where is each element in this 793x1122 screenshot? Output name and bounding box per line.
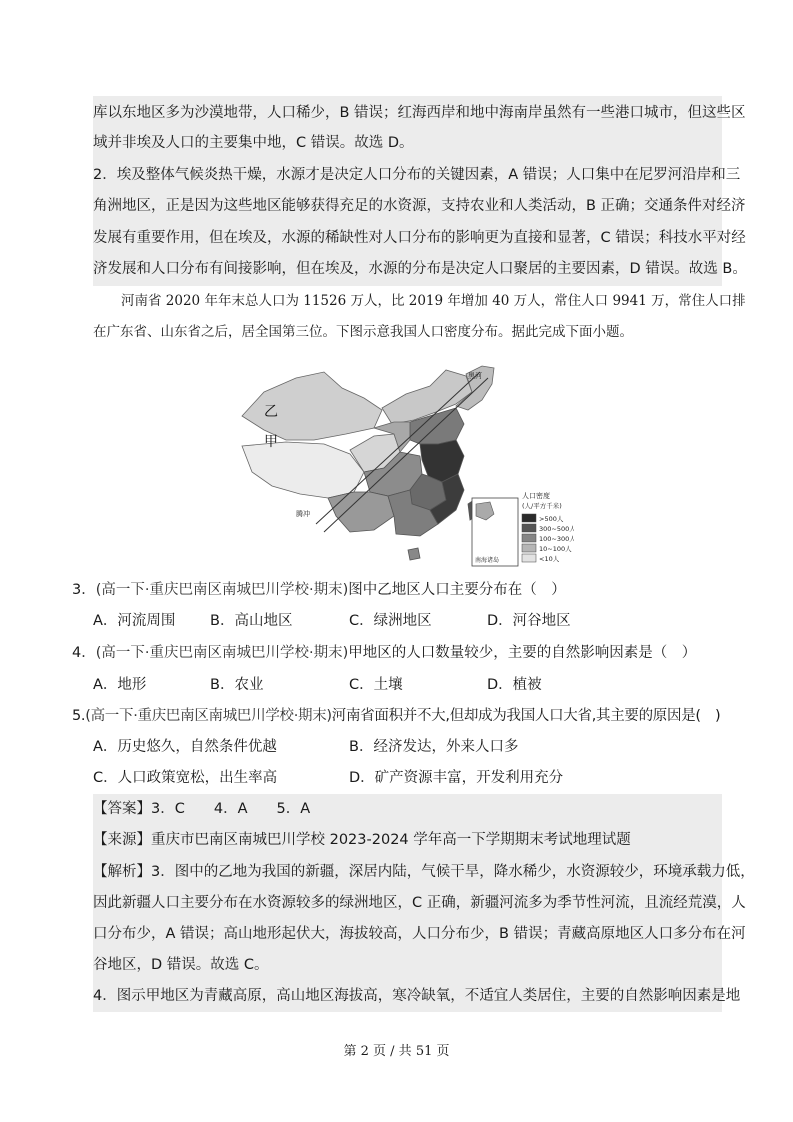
option-c[interactable]: C．土壤 (349, 677, 403, 693)
legend-title-2: (人/平方千米) (522, 502, 562, 510)
option-c[interactable]: C．绿洲地区 (349, 613, 432, 629)
legend-swatch (522, 514, 536, 522)
legend-swatch (522, 554, 536, 562)
region-xinjiang (242, 372, 382, 440)
intro-line: 河南省 2020 年年末总人口为 11526 万人，比 2019 年增加 40 万人，常住人口 9941 万，常住人口排 (121, 293, 746, 309)
legend-swatch (522, 544, 536, 552)
solution-line: 角洲地区，正是因为这些地区能够获得充足的水资源，支持农业和人类活动，B 正确；交通条件对经济 (93, 198, 746, 214)
solution-line: 2．埃及整体气候炎热干燥，水源才是决定人口分布的关键因素，A 错误；人口集中在尼罗河沿岸和三 (93, 167, 741, 183)
analysis-label: 【解析】 (93, 864, 151, 880)
label-heihe: 黑河 (468, 372, 482, 380)
legend-swatch (522, 534, 536, 542)
analysis-line (93, 862, 755, 882)
option-d[interactable]: D．河谷地区 (487, 613, 571, 629)
region-tibet (242, 442, 364, 498)
solution-line: 域并非埃及人口的主要集中地，C 错误。故选 D。 (93, 135, 414, 151)
question-text: 甲地区的人口数量较少，主要的自然影响因素是（ ） (348, 645, 697, 661)
china-map-svg (224, 364, 574, 572)
analysis-line: 谷地区，D 错误。故选 C。 (93, 957, 269, 973)
question-number: 5. (72, 708, 86, 724)
solution-block-top (93, 96, 722, 286)
analysis-line: 因此新疆人口主要分布在水资源较多的绿洲地区，C 正确，新疆河流多为季节性河流，且流经荒漠，人 (93, 895, 746, 911)
question-text: 河南省面积并不大,但却成为我国人口大省,其主要的原因是( ) (331, 708, 721, 724)
legend-label: <10人 (539, 555, 560, 563)
analysis-text: 3．图中的乙地为我国的新疆，深居内陆，气候干旱，降水稀少，水资源较少，环境承载力低， (151, 864, 755, 880)
question-5 (72, 706, 720, 726)
option-a[interactable]: A．河流周围 (93, 613, 176, 629)
legend-swatch (522, 524, 536, 532)
intro-line: 在广东省、山东省之后，居全国第三位。下图示意我国人口密度分布。据此完成下面小题。 (93, 324, 633, 340)
source-text: 重庆市巴南区南城巴川学校 2023-2024 学年高一下学期期末考试地理试题 (151, 832, 631, 848)
option-d[interactable]: D．植被 (487, 677, 542, 693)
region-southwest (328, 492, 394, 532)
option-b[interactable]: B．农业 (210, 677, 264, 693)
source-line (93, 830, 631, 850)
question-text: 图中乙地区人口主要分布在（ ） (348, 582, 566, 598)
option-b[interactable]: B．经济发达，外来人口多 (349, 739, 519, 755)
label-tengchong: 腾冲 (296, 510, 310, 518)
solution-line: 发展有重要作用，但在埃及，水源的稀缺性对人口分布的影响更为直接和显著，C 错误；科技水平对经 (93, 230, 746, 246)
legend-label: 10~100人 (539, 545, 572, 553)
question-3 (72, 580, 566, 600)
answer-label: 【答案】 (93, 801, 151, 817)
legend-label: >500人 (539, 515, 564, 523)
population-density-map (224, 364, 574, 572)
question-source: (高一下·重庆巴南区南城巴川学校·期末) (95, 582, 349, 598)
legend-label: 300~500人 (539, 525, 574, 533)
map-legend (522, 514, 574, 563)
source-label: 【来源】 (93, 832, 151, 848)
option-a[interactable]: A．历史悠久，自然条件优越 (93, 739, 277, 755)
question-number: 4． (72, 645, 96, 661)
option-b[interactable]: B．高山地区 (210, 613, 293, 629)
question-4 (72, 643, 696, 663)
legend-label: 100~300人 (539, 535, 574, 543)
question-source: (高一下·重庆巴南区南城巴川学校·期末) (95, 645, 349, 661)
answer-line (93, 799, 310, 819)
option-a[interactable]: A．地形 (93, 677, 147, 693)
solution-line: 库以东地区多为沙漠地带，人口稀少，B 错误；红海西岸和地中海南岸虽然有一些港口城市，但这些区 (93, 105, 746, 121)
legend-title-1: 人口密度 (522, 492, 550, 500)
page-footer: 第 2 页 / 共 51 页 (343, 1044, 450, 1059)
label-nanhai: 南海诸岛 (475, 557, 500, 564)
option-d[interactable]: D．矿产资源丰富，开发利用充分 (349, 770, 564, 786)
label-jia: 甲 (264, 434, 278, 450)
label-yi: 乙 (264, 404, 278, 420)
option-c[interactable]: C．人口政策宽松，出生率高 (93, 770, 278, 786)
analysis-line: 口分布少，A 错误；高山地形起伏大，海拔较高，人口分布少，B 错误；青藏高原地区人口多分布在河 (93, 926, 746, 942)
region-hainan (408, 548, 420, 560)
question-number: 3． (72, 582, 96, 598)
question-source: (高一下·重庆巴南区南城巴川学校·期末) (85, 708, 332, 724)
analysis-line: 4．图示甲地区为青藏高原，高山地区海拔高，寒冷缺氧，不适宜人类居住，主要的自然影响因素是地 (93, 988, 741, 1004)
answer-text: 3．C 4．A 5．A (151, 801, 311, 817)
solution-line: 济发展和人口分布有间接影响，但在埃及，水源的分布是决定人口聚居的主要因素，D 错误。故选 B。 (93, 261, 747, 277)
